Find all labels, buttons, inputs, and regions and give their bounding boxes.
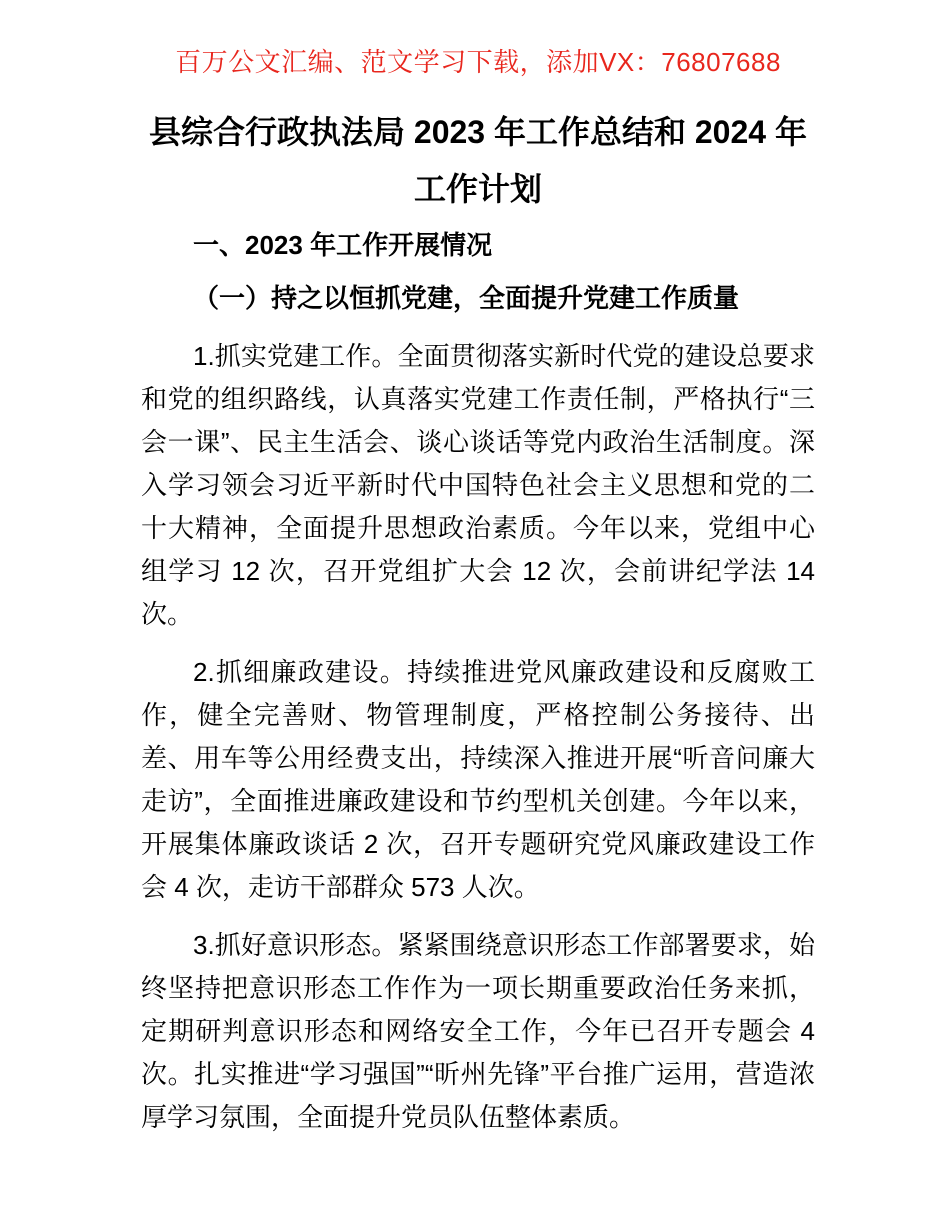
body-paragraph-2: 2.抓细廉政建设。持续推进党风廉政建设和反腐败工作，健全完善财、物管理制度，严格控制公务接待、出差、用车等公用经费支出，持续深入推进开展“听音问廉大走访”，全面推进廉政建设和节约型机关创建。今年以来，开展集体廉政谈话 2 次，召开专题研究党风廉政建设工作会 4 次，走访干部群众 573 人次。 (141, 657, 815, 902)
section-heading-1: 一、2023 年工作开展情况 (193, 230, 493, 260)
document-title-line-2: 工作计划 (413, 171, 542, 207)
subsection-heading-1-1: （一）持之以恒抓党建，全面提升党建工作质量 (193, 283, 740, 313)
body-paragraph-1: 1.抓实党建工作。全面贯彻落实新时代党的建设总要求和党的组织路线，认真落实党建工作责任制，严格执行“三会一课”、民主生活会、谈心谈话等党内政治生活制度。深入学习领会习近平新时代中国特色社会主义思想和党的二十大精神，全面提升思想政治素质。今年以来，党组中心组学习 12 次，召开党组扩大会 12 次，会前讲纪学法 14 次。 (141, 341, 815, 629)
document-title (141, 104, 815, 218)
document-title-line-1: 县综合行政执法局 2023 年工作总结和 2024 年 (149, 114, 807, 150)
body-paragraph-3: 3.抓好意识形态。紧紧围绕意识形态工作部署要求，始终坚持把意识形态工作作为一项长期重要政治任务来抓，定期研判意识形态和网络安全工作，今年已召开专题会 4 次。扎实推进“学习强国”“昕州先锋”平台推广运用，营造浓厚学习氛围，全面提升党员队伍整体素质。 (141, 930, 815, 1132)
header-notice: 百万公文汇编、范文学习下载，添加VX：76807688 (175, 47, 781, 77)
